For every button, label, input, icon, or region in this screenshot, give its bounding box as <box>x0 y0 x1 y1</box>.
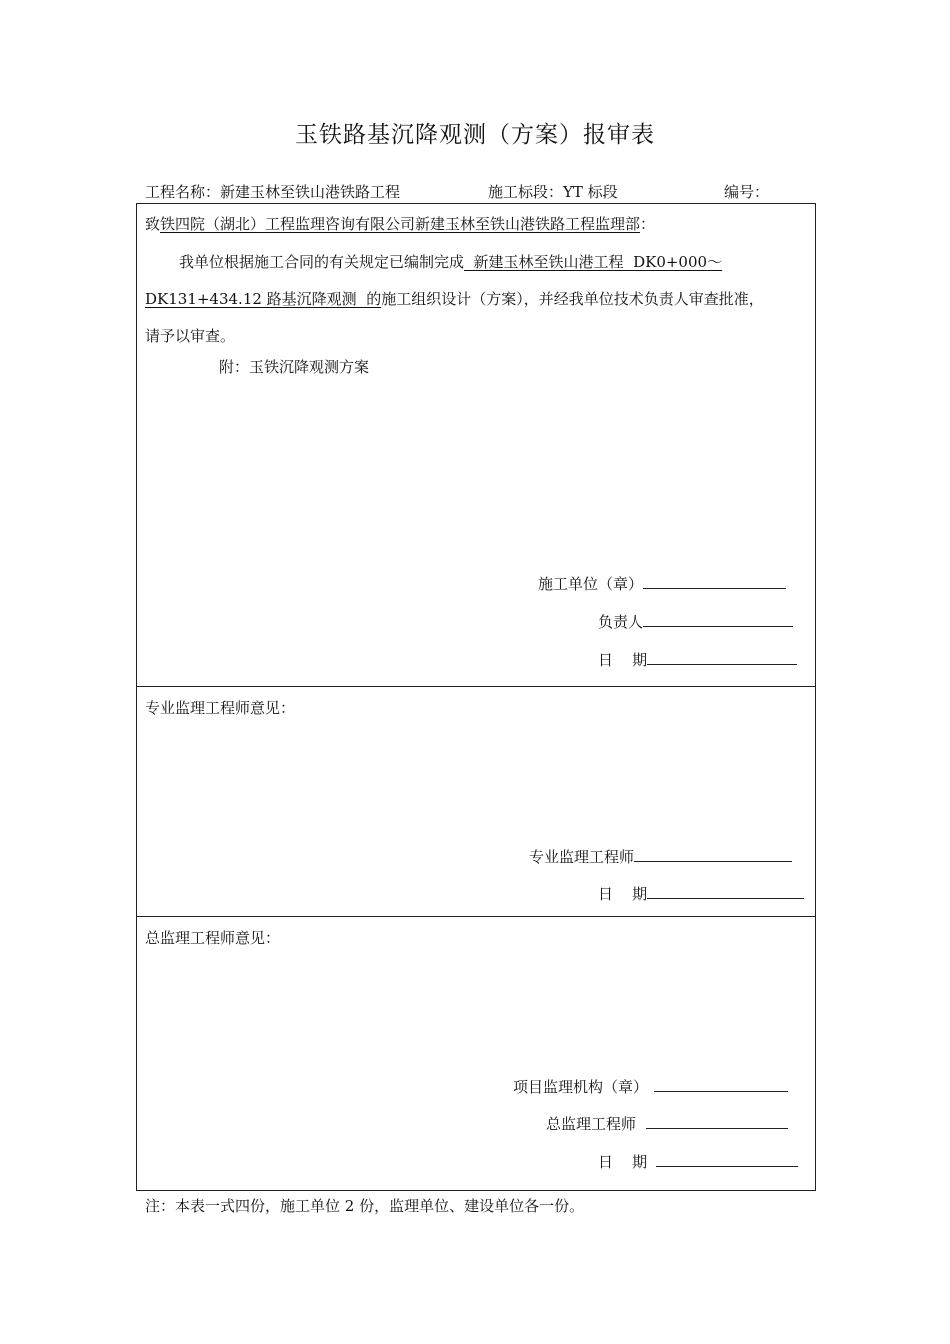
paragraph-text: 施工组织设计（方案），并经我单位技术负责人审查批准， <box>381 290 764 308</box>
distribution-note: 注：本表一式四份，施工单位 2 份，监理单位、建设单位各一份。 <box>145 1197 585 1215</box>
construction-unit-signature <box>538 573 786 594</box>
submission-date-label: 日 期 <box>598 651 648 669</box>
paragraph-text: 我单位根据施工合同的有关规定已编制完成 <box>179 253 465 271</box>
chief-opinion-heading: 总监理工程师意见： <box>145 929 281 947</box>
submission-paragraph-line1 <box>179 251 722 272</box>
construction-unit-signature-line <box>643 574 786 589</box>
chief-date-line <box>656 1152 798 1167</box>
chief-engineer-signature <box>546 1113 788 1134</box>
chief-date <box>598 1151 798 1172</box>
specialist-date <box>598 883 804 904</box>
submission-paragraph-line3: 请予以审查。 <box>145 327 236 345</box>
attachment-note: 附：玉铁沉降观测方案 <box>219 358 370 376</box>
submission-date <box>598 649 797 670</box>
specialist-opinion-heading: 专业监理工程师意见： <box>145 699 296 717</box>
addressee-prefix: 致 <box>145 215 161 233</box>
specialist-engineer-signature <box>529 846 792 867</box>
chief-engineer-label: 总监理工程师 <box>546 1115 637 1133</box>
form-number-label: 编号： <box>724 183 770 201</box>
responsible-person-label: 负责人 <box>598 613 644 631</box>
specialist-date-label: 日 期 <box>598 885 648 903</box>
chief-engineer-section <box>136 916 816 1191</box>
supervision-org-signature <box>513 1076 788 1097</box>
project-name: 工程名称：新建玉林至铁山港铁路工程 <box>145 183 401 201</box>
supervision-org-signature-line <box>654 1077 788 1092</box>
addressee-line <box>145 213 655 234</box>
chief-date-label: 日 期 <box>598 1153 648 1171</box>
responsible-person-signature-line <box>643 612 793 627</box>
project-range-underlined: 新建玉林至铁山港工程 DK0+000～ <box>464 253 723 271</box>
submission-date-line <box>647 650 797 665</box>
specialist-date-line <box>647 884 804 899</box>
construction-section: 施工标段：YT 标段 <box>488 183 618 201</box>
addressee-suffix: ： <box>640 215 656 233</box>
specialist-engineer-signature-line <box>634 847 792 862</box>
responsible-person-signature <box>598 611 793 632</box>
submission-paragraph-line2 <box>145 288 764 309</box>
observation-subject-underlined: DK131+434.12 路基沉降观测 的 <box>145 290 382 308</box>
chief-engineer-signature-line <box>646 1114 788 1129</box>
specialist-engineer-label: 专业监理工程师 <box>529 848 635 866</box>
supervision-org-label: 项目监理机构（章） <box>513 1078 649 1096</box>
addressee: 铁四院（湖北）工程监理咨询有限公司新建玉林至铁山港铁路工程监理部 <box>160 215 641 233</box>
construction-unit-label: 施工单位（章） <box>538 575 644 593</box>
document-title: 玉铁路基沉降观测（方案）报审表 <box>295 122 655 148</box>
